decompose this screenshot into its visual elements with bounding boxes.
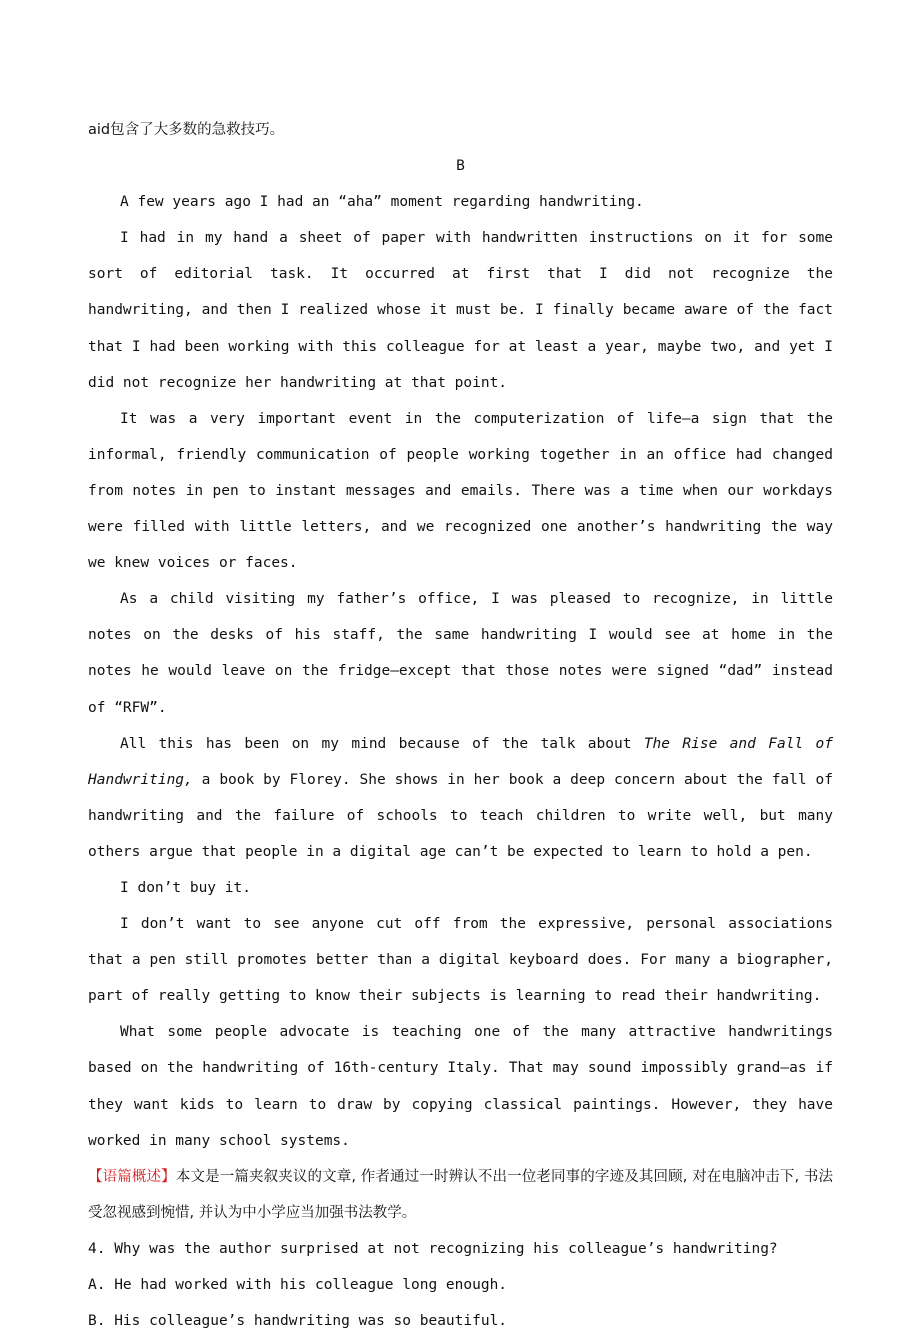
previous-answer-tail: aid包含了大多数的急救技巧。	[88, 122, 285, 138]
question-option-a: A. He had worked with his colleague long enough.	[88, 1277, 508, 1293]
section-heading: B	[456, 158, 465, 175]
passage-paragraph-4: As a child visiting my father’s office, I was pleased to recognize, in little notes on the desks of his staff, the same handwriting I would see at home in the notes he would leave on the fridge—except that those notes were signed “dad” instead of “RFW”.	[88, 591, 833, 716]
passage-paragraph-8: What some people advocate is teaching one of the many attractive handwritings based on the handwriting of 16th-century Italy. That may sound impossibly grand—as if they want kids to learn to draw by copying classical paintings. However, they have worked in many school systems.	[88, 1024, 833, 1149]
summary-tag: 【语篇概述】	[88, 1168, 176, 1185]
summary-text: 本文是一篇夹叙夹议的文章, 作者通过一时辨认不出一位老同事的字迹及其回顾, 对在电脑冲击下, 书法受忽视感到惋惜, 并认为中小学应当加强书法教学。	[88, 1168, 834, 1221]
book-title: The Rise and Fall of Handwriting,	[88, 735, 833, 788]
paragraph-5-before: All this has been on my mind because of the talk about	[120, 735, 644, 752]
document-page	[88, 112, 833, 1339]
question-stem: 4. Why was the author surprised at not recognizing his colleague’s handwriting?	[88, 1240, 778, 1257]
passage-paragraph-2: I had in my hand a sheet of paper with handwritten instructions on it for some sort of editorial task. It occurred at first that I did not recognize the handwriting, and then I realized whose it must be. I finally became aware of the fact that I had been working with this colleague for at least a year, maybe two, and yet I did not recognize her handwriting at that point.	[88, 230, 833, 391]
passage-paragraph-1: A few years ago I had an “aha” moment regarding handwriting.	[120, 194, 644, 211]
passage-paragraph-7: I don’t want to see anyone cut off from the expressive, personal associations that a pen still promotes better than a digital keyboard does. For many a biographer, part of really getting to know their subjects is learning to read their handwriting.	[88, 916, 833, 1005]
question-option-b: B. His colleague’s handwriting was so beautiful.	[88, 1313, 508, 1330]
passage-summary	[88, 1159, 833, 1231]
passage-paragraph-5	[88, 726, 833, 870]
paragraph-5-after: a book by Florey. She shows in her book a deep concern about the fall of handwriting and the failure of schools to teach children to write well, but many others argue that people in a digital age can’t be expected to learn to hold a pen.	[88, 771, 833, 860]
passage-paragraph-6: I don’t buy it.	[120, 879, 251, 896]
passage-paragraph-3: It was a very important event in the computerization of life—a sign that the informal, friendly communication of people working together in an office had changed from notes in pen to instant messages and emails. There was a time when our workdays were filled with little letters, and we recognized one another’s handwriting the way we knew voices or faces.	[88, 410, 833, 572]
